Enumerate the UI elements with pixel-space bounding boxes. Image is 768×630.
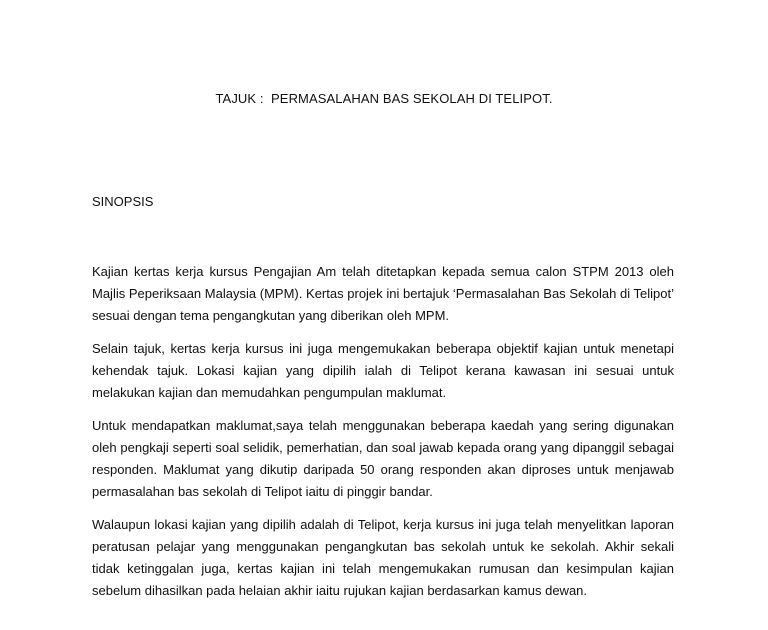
- document-title: TAJUK : PERMASALAHAN BAS SEKOLAH DI TELIPOT.: [215, 91, 553, 106]
- paragraph: Walaupun lokasi kajian yang dipilih adalah di Telipot, kerja kursus ini juga telah menyelitkan laporan peratusan pelajar yang menggunakan pengangkutan bas sekolah untuk ke sekolah. Akhir sekali tidak ketinggalan juga, kertas kajian ini telah mengemukakan rumusan dan kesimpulan kajian sebelum dihasilkan pada helaian akhir iaitu rujukan kajian berdasarkan kamus dewan.: [92, 517, 674, 598]
- paragraph: Untuk mendapatkan maklumat,saya telah menggunakan beberapa kaedah yang sering digunakan oleh pengkaji seperti soal selidik, pemerhatian, dan soal jawab kepada orang yang dipanggil sebagai responden. Maklumat yang dikutip daripada 50 orang responden akan diproses untuk menjawab permasalahan bas sekolah di Telipot iaitu di pinggir bandar.: [92, 418, 674, 499]
- section-heading: SINOPSIS: [92, 194, 154, 209]
- paragraph: Kajian kertas kerja kursus Pengajian Am telah ditetapkan kepada semua calon STPM 2013 oleh Majlis Peperiksaan Malaysia (MPM). Kertas projek ini bertajuk ‘Permasalahan Bas Sekolah di Telipot’ sesuai dengan tema pengangkutan yang diberikan oleh MPM.: [92, 264, 674, 323]
- paragraph: Selain tajuk, kertas kerja kursus ini juga mengemukakan beberapa objektif kajian untuk menetapi kehendak tajuk. Lokasi kajian yang dipilih ialah di Telipot kerana kawasan ini sesuai untuk melakukan kajian dan memudahkan pengumpulan maklumat.: [92, 341, 674, 400]
- document-body: [92, 261, 674, 613]
